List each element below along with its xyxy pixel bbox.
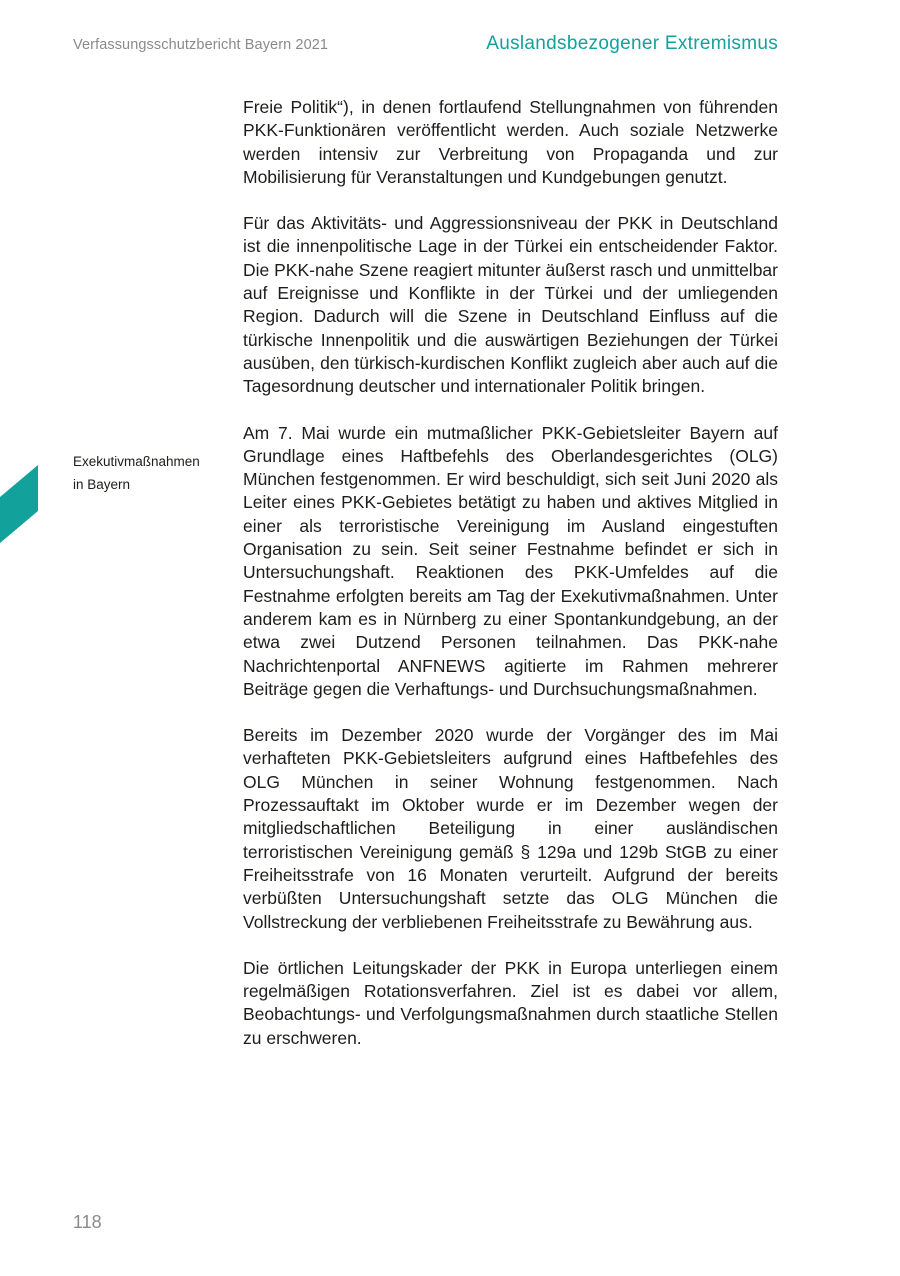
paragraph-1: Freie Politik“), in denen fortlaufend Stellungnahmen von führenden PKK-Funktionären veröffentlicht werden. Auch soziale Netzwerke werden intensiv zur Verbreitung von Propaganda und zur Mobilisierung für Veranstaltungen und Kundgebungen genutzt. [243,97,778,187]
paragraph-5: Die örtlichen Leitungskader der PKK in Europa unterliegen einem regelmäßigen Rotationsverfahren. Ziel ist es dabei vor allem, Beobachtungs- und Verfolgungsmaßnahmen durch staatliche Stellen zu erschweren. [243,957,778,1048]
chapter-tab-marker [0,465,38,543]
page-number: 118 [73,1212,102,1232]
paragraph-2: Für das Aktivitäts- und Aggressionsniveau der PKK in Deutschland ist die innenpolitische Lage in der Türkei ein entscheidender Faktor. Die PKK-nahe Szene reagiert mitunter äußerst rasch und unmittelbar auf Ereignisse und Konflikte in der Türkei und der umliegenden Region. Dadurch will die Szene in Deutschland Einfluss auf die türkische Innenpolitik und die auswärtigen Beziehungen der Türkei ausüben, den türkisch-kurdischen Konflikt zugleich aber auch auf die Tagesordnung deutscher und internationaler Politik bringen. [243,213,778,397]
margin-note [73,450,223,496]
body-text [243,96,778,1073]
paragraph-3: Am 7. Mai wurde ein mutmaßlicher PKK-Gebietsleiter Bayern auf Grundlage eines Haftbefehls des Oberlandesgerichtes (OLG) München festgenommen. Er wird beschuldigt, sich seit Juni 2020 als Leiter eines PKK-Gebietes betätigt zu haben und aktives Mitglied in einer als terroristische Vereinigung im Ausland eingestuften Organisation zu sein. Seit seiner Festnahme befindet er sich in Untersuchungshaft. Reaktionen des PKK-Umfeldes auf die Festnahme erfolgten bereits am Tag der Exekutivmaßnahmen. Unter anderem kam es in Nürnberg zu einer Spontankundgebung, an der etwa zwei Dutzend Personen teilnahmen. Das PKK-nahe Nachrichtenportal ANFNEWS agitierte im Rahmen mehrerer Beiträge gegen die Verhaftungs- und Durchsuchungsmaßnahmen. [243,422,778,699]
chapter-title: Auslandsbezogener Extremismus [486,33,778,54]
margin-note-line-2: in Bayern [73,477,131,492]
margin-note-line-1: Exekutivmaßnahmen [73,454,200,469]
running-header-title: Verfassungsschutzbericht Bayern 2021 [73,37,329,53]
paragraph-4: Bereits im Dezember 2020 wurde der Vorgänger des im Mai verhafteten PKK-Gebietsleiters aufgrund eines Haftbefehles des OLG München in seiner Wohnung festgenommen. Nach Prozessauftakt im Oktober wurde er im Dezember wegen der mitgliedschaftlichen Beteiligung in einer ausländischen terroristischen Vereinigung gemäß § 129a und 129b StGB zu einer Freiheitsstrafe von 16 Monaten verurteilt. Aufgrund der bereits verbüßten Untersuchungshaft setzte das OLG München die Vollstreckung der verbliebenen Freiheitsstrafe zu Bewährung aus. [243,725,778,932]
